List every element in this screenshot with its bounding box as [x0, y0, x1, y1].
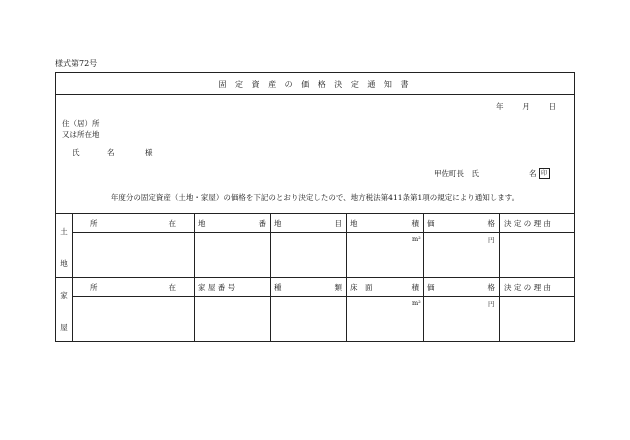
mayor-line [434, 168, 550, 179]
land-unit-area: m² [412, 235, 421, 243]
land-side-top: 土 [60, 227, 68, 236]
house-header-reason: 決 定 の 理 由 [504, 283, 552, 292]
document-title: 固 定 資 産 の 価 格 決 定 通 知 書 [218, 80, 412, 89]
title-row [56, 73, 574, 95]
land-header-location: 所 在 [90, 219, 176, 228]
land-side-bottom: 地 [60, 259, 68, 268]
house-side-bottom: 屋 [60, 323, 68, 332]
name-label-b: 名 [107, 148, 115, 157]
mayor-name-char: 名 [529, 169, 537, 178]
land-header-price: 価 格 [427, 219, 495, 228]
name-label-c: 様 [145, 148, 153, 157]
land-unit-price: 円 [488, 236, 495, 244]
form-number: 様式第72号 [55, 59, 98, 68]
land-header-reason: 決 定 の 理 由 [504, 219, 552, 228]
house-unit-area: m² [412, 299, 421, 307]
house-header-price: 価 格 [427, 283, 495, 292]
land-header-category: 地 目 [274, 219, 342, 228]
date-line [496, 101, 556, 112]
name-label-a: 氏 [72, 148, 80, 157]
notice-frame [55, 72, 575, 342]
notice-text: 年度分の固定資産（土地・家屋）の価格を下記のとおり決定したので、地方税法第411条第1項の規定により通知します。 [110, 193, 520, 202]
name-line [72, 147, 153, 158]
seal-mark: 印 [539, 168, 550, 179]
house-table [56, 277, 574, 342]
location-label: 又は所在地 [62, 130, 100, 139]
house-side-top: 家 [60, 291, 68, 300]
date-month: 月 [522, 102, 530, 111]
house-unit-price: 円 [488, 300, 495, 308]
house-header-house-number: 家 屋 番 号 [198, 283, 236, 292]
date-day: 日 [548, 102, 556, 111]
date-year: 年 [496, 102, 504, 111]
house-header-floor-area: 床 面 積 [350, 283, 419, 292]
land-header-lot-number: 地 番 [198, 219, 266, 228]
land-header-area: 地 積 [350, 219, 419, 228]
house-header-type: 種 類 [274, 283, 342, 292]
land-table [56, 213, 574, 278]
mayor-title: 甲佐町長 氏 [434, 169, 479, 178]
address-label: 住（居）所 [62, 119, 100, 128]
house-header-location: 所 在 [90, 283, 176, 292]
